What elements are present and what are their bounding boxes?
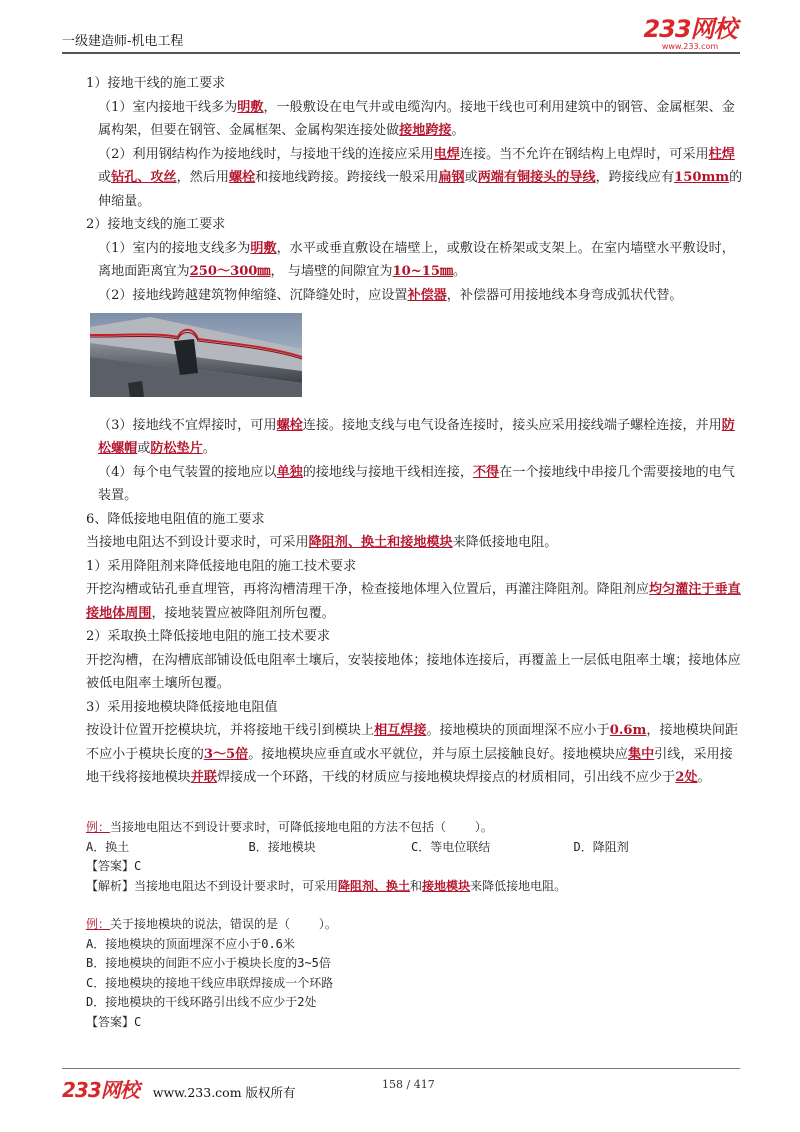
footer-rule	[62, 1068, 740, 1069]
page-number: 158 / 417	[382, 1078, 435, 1091]
key-term: 集中	[627, 746, 655, 762]
ex2-question: 关于接地模块的说法，错误的是（ ）。	[110, 917, 337, 931]
key-term: 明敷	[250, 240, 277, 256]
key-term: 单独	[276, 464, 303, 480]
footer	[62, 1074, 435, 1103]
s6-intro	[62, 531, 744, 555]
ex2-answer: 【答案】C	[86, 1014, 142, 1029]
ex1-option-c: C．等电位联结	[411, 839, 491, 854]
text-run: 当接地电阻达不到设计要求时，可采用	[86, 535, 309, 550]
s6-c-title: 3）采用接地模块降低接地电阻值	[86, 699, 278, 715]
s1-p2	[62, 143, 744, 214]
key-term: 柱焊	[708, 146, 735, 162]
key-term: 0.6m	[609, 723, 647, 738]
s6-title: 6、降低接地电阻值的施工要求	[86, 511, 265, 527]
text-run: ，接地装置应被降阻剂所包覆。	[151, 605, 335, 621]
ex2-option-c: C．接地模块的接地干线应串联焊接成一个环路	[86, 975, 334, 990]
key-term: 250～300㎜	[189, 264, 271, 279]
key-term: 不得	[472, 464, 500, 480]
s2-title: 2）接地支线的施工要求	[86, 217, 226, 232]
footer-logo: 233网校	[62, 1078, 139, 1102]
text-run: 的伸缩量。	[98, 170, 743, 209]
footer-site: www.233.com 版权所有	[152, 1085, 296, 1100]
ex1-option-b: B．接地模块	[248, 839, 316, 854]
key-term: 接地模块	[422, 878, 471, 893]
key-term: 降阻剂、换土	[338, 878, 411, 893]
s6-b-title: 2）采取换土降低接地电阻的施工技术要求	[86, 629, 331, 644]
text-run: 来降低接地电阻。	[452, 535, 558, 550]
document-body	[62, 72, 744, 790]
text-run: 按设计位置开挖模块坑，并将接地干线引到模块上	[86, 723, 375, 738]
text-run: 焊接成一个环路，干线的材质应与接地模块焊接点的材质相同，引出线不应少于	[216, 770, 676, 785]
key-term: 2处	[675, 770, 698, 785]
brand-logo-text: 233网校	[643, 15, 737, 43]
s2-p3	[62, 414, 744, 461]
text-run: 来降低接地电阻。	[470, 878, 567, 893]
text-run: 。	[202, 441, 216, 456]
key-term: 电焊	[433, 146, 460, 162]
ex2-option-d: D．接地模块的干线环路引出线不应少于2处	[86, 995, 317, 1009]
text-run: （1）室内的接地支线多为	[98, 240, 251, 256]
s6-b-text: 开挖沟槽，在沟槽底部铺设低电阻率土壤后，安装接地体；接地体连接后，再覆盖上一层低电阻率土壤；接地体应被低电阻率土壤所包覆。	[86, 652, 741, 691]
s6-a-title: 1）采用降阻剂来降低接地电阻的施工技术要求	[86, 558, 357, 574]
key-term: 均匀灌注于垂直接地体周围	[86, 582, 741, 621]
brand-logo	[640, 16, 740, 51]
ex1-analysis	[86, 877, 736, 897]
ex1-label: 例：	[86, 820, 111, 834]
key-term: 防松垫片	[150, 441, 203, 456]
text-run: 或	[464, 170, 478, 185]
ex-spacer	[86, 896, 736, 915]
text-run: （1）室内接地干线多为	[98, 99, 238, 115]
key-term: 螺栓	[276, 417, 303, 433]
text-run: ，一般敷设在电气井或电缆沟内。接地干线也可利用建筑中的钢管、金属框架、金属构架，但要在钢管、金属框架、金属构架连接处做	[98, 99, 735, 138]
key-term: 两端有铜接头的导线	[477, 170, 596, 185]
ex1-question: 当接地电阻达不到设计要求时，可降低接地电阻的方法不包括（ ）。	[110, 820, 493, 834]
text-run: 开挖沟槽或钻孔垂直埋管，再将沟槽清理干净，检查接地体埋入位置后，再灌注降阻剂。降阻剂应	[86, 582, 650, 597]
ex1-options	[86, 838, 736, 858]
key-term: 补偿器	[407, 287, 447, 303]
header-title: 一级建造师-机电工程	[62, 34, 184, 49]
text-run: （4）每个电气装置的接地应以	[98, 464, 277, 480]
text-run: 的接地线与接地干线相连接，	[302, 464, 473, 480]
text-run: 。	[451, 123, 465, 138]
s6-a-text	[62, 578, 744, 625]
key-term: 10~15㎜	[392, 264, 454, 279]
text-run: （2）接地线跨越建筑物伸缩缝、沉降缝处时，应设置	[98, 287, 408, 303]
text-run: ，然后用	[176, 170, 229, 185]
text-run: 连接。当不允许在钢结构上电焊时，可采用	[459, 146, 709, 162]
text-run: 。	[697, 770, 711, 785]
ex2-question-line	[86, 915, 736, 935]
example-block	[86, 818, 736, 1032]
key-term: 钻孔、攻丝	[111, 170, 177, 185]
ex2-option-a: A．接地模块的顶面埋深不应小于0.6米	[86, 936, 295, 951]
text-run: 和	[410, 878, 423, 893]
text-run: 。接地模块的顶面埋深不应小于	[426, 723, 610, 738]
s6-c-text	[62, 719, 744, 790]
ex2-option-b: B．接地模块的间距不应小于模块长度的3~5倍	[86, 956, 331, 970]
ex2-label: 例：	[86, 917, 111, 931]
key-term: 并联	[190, 770, 217, 785]
header-rule	[62, 52, 740, 54]
ex1-answer: 【答案】C	[86, 859, 142, 873]
key-term: 降阻剂、换土和接地模块	[308, 535, 453, 550]
text-run: （3）接地线不宜焊接时，可用	[98, 417, 277, 433]
text-run: ， 与墙壁的间隙宜为	[270, 264, 393, 279]
text-run: 连接。接地支线与电气设备连接时，接头应采用接线端子螺栓连接，并用	[302, 417, 722, 433]
text-run: ，补偿器可用接地线本身弯成弧状代替。	[446, 287, 683, 303]
key-term: 相互焊接	[374, 723, 427, 738]
brand-logo-url: www.233.com	[661, 42, 719, 51]
text-run: 引线，采用接地干线将接地模块	[86, 746, 733, 785]
text-run: ，水平或垂直敷设在墙壁上，或敷设在桥架或支架上。在室内墙壁水平敷设时，离地面距离宜为	[98, 240, 735, 279]
text-run: ，接地模块间距不应小于模块长度的	[86, 723, 739, 762]
text-run: 和接地线跨接。跨接线一般采用	[255, 170, 439, 185]
key-term: 螺栓	[228, 170, 256, 185]
key-term: 扁钢	[438, 170, 465, 185]
text-run: 【解析】当接地电阻达不到设计要求时，可采用	[86, 878, 339, 893]
s2-p4	[62, 461, 744, 508]
ex1-option-d: D．降阻剂	[573, 839, 629, 854]
text-run: （2）利用钢结构作为接地线时，与接地干线的连接应采用	[98, 146, 434, 162]
compensator-photo	[90, 313, 302, 397]
key-term: 明敷	[237, 99, 264, 115]
key-term: 150mm	[674, 170, 730, 185]
s2-p1	[62, 237, 744, 284]
text-run: 或	[137, 441, 151, 456]
key-term: 3～5倍	[203, 746, 249, 762]
s1-title: 1）接地干线的施工要求	[86, 76, 226, 91]
text-run: 或	[98, 170, 112, 185]
ex1-option-a: A．换土	[86, 839, 130, 854]
key-term: 接地跨接	[399, 123, 452, 138]
ex1-question-line	[86, 818, 736, 838]
s1-p1	[62, 96, 744, 143]
s2-p2	[62, 284, 744, 308]
text-run: 。	[453, 264, 467, 279]
key-term: 防松螺帽	[98, 417, 735, 456]
text-run: 。接地模块应垂直或水平就位，并与原土层接触良好。接地模块应	[248, 746, 628, 762]
text-run: 在一个接地线中串接几个需要接地的电气装置。	[98, 464, 735, 503]
text-run: ，跨接线应有	[595, 170, 675, 185]
